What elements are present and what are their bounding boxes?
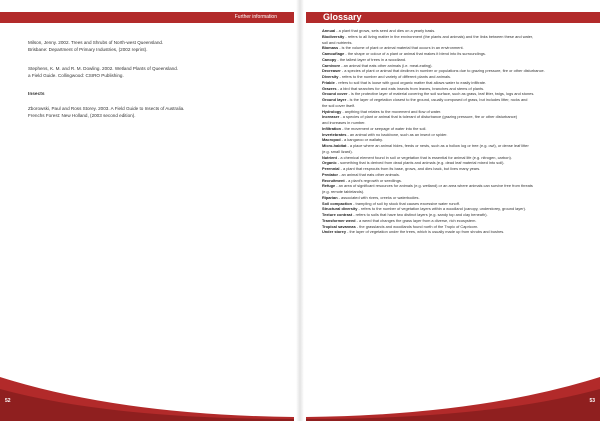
glossary-definition: the soil cover itself. xyxy=(322,102,356,108)
glossary-definition: - the grasslands and woodlands found north of the Tropic of Capricorn. xyxy=(355,223,479,229)
glossary-definition: soil and nutrients. xyxy=(322,39,353,45)
glossary-term: Structural diversity xyxy=(322,206,358,212)
glossary-term: Invertebrates xyxy=(322,131,347,137)
left-page-number: 52 xyxy=(5,398,11,404)
reference-line: Frenchs Forest: New Holland, (2003 second edition). xyxy=(28,112,136,118)
glossary-definition: and increases in number. xyxy=(322,120,366,125)
glossary-term: Riparian xyxy=(322,194,338,200)
glossary-term: Ground layer xyxy=(322,97,347,102)
glossary-definition: - is the layer of vegetation closest to the ground, usually composed of grass, but includes litter, rocks and xyxy=(346,97,528,102)
reference-line: Zborowski, Paul and Ross Storey. 2003. A Field Guide to Insects of Australia. xyxy=(28,105,185,111)
glossary-term: Biomass xyxy=(322,45,339,51)
reference-entry xyxy=(28,106,288,119)
glossary-definition: - a species of plant or animal that declines in number or populations due to grazing pressure, fire or other disturbance. xyxy=(340,68,545,74)
glossary-definition: - is the volume of plant or animal material that occurs in an environment. xyxy=(338,45,464,51)
glossary-term: Transformer weed xyxy=(322,217,356,223)
glossary-term: Biodiversity xyxy=(322,33,345,39)
right-page-number: 53 xyxy=(589,398,595,404)
glossary-definition: - refers to soils that have two distinct layers (e.g. sandy top and clay beneath). xyxy=(352,212,488,217)
glossary-definition: - an animal that eats other animals (i.e. meat-eating). xyxy=(340,62,433,68)
glossary-term: Camouflage xyxy=(322,51,345,56)
glossary-definition: - refers to soil that is loose with good organic matter that allows water to easily infiltrate. xyxy=(334,79,487,85)
glossary-term: Annual xyxy=(322,28,336,33)
glossary-definition: - the tallest layer of trees in a woodland. xyxy=(336,56,407,62)
glossary-term: Soil compaction xyxy=(322,200,353,206)
glossary-term: Ground cover xyxy=(322,91,348,97)
glossary-term: Grazers xyxy=(322,85,337,91)
glossary-definition: - refers to all living matter in the environment (the plants and animals) and the links between these and water, xyxy=(344,33,534,39)
glossary-definition: - an animal with no backbone, such as an insect or spider. xyxy=(346,131,448,137)
glossary-term: Tropical savannas xyxy=(322,223,356,229)
left-page-content xyxy=(28,40,288,132)
glossary-definition: - a plant that resprouts from its base, grows, and dies back, but lives many years. xyxy=(339,166,481,171)
reference-entry xyxy=(28,66,288,79)
glossary-definition: - a plant's regrowth or seedlings. xyxy=(344,177,402,183)
glossary-term: Macropod xyxy=(322,137,341,143)
glossary-definition: - a kangaroo or wallaby. xyxy=(340,137,383,143)
glossary-definition: - a place where an animal hides, feeds or nests, such as a hollow log or tree (e.g. owl), or dense leaf litter xyxy=(346,143,529,148)
glossary-term: Diversity xyxy=(322,74,339,79)
right-footer-swoosh xyxy=(306,357,600,421)
glossary-term: Hydrology xyxy=(322,108,342,114)
glossary-term: Micro-habitat xyxy=(322,143,347,148)
left-footer-swoosh xyxy=(0,357,294,421)
glossary-definition: - a weed that changes the grass layer from a diverse, rich ecosystem. xyxy=(355,217,477,223)
glossary-definition: - anything that relates to the movement and flow of water. xyxy=(341,108,442,114)
right-header-band xyxy=(306,12,600,23)
reference-line: Brisbane: Department of Primary Industries, (2002 reprint). xyxy=(28,46,148,52)
left-header-title: Further information xyxy=(234,14,277,20)
glossary-definition: - is the protective layer of material covering the soil surface, such as grass, leaf litter, twigs, logs and stones. xyxy=(347,91,535,97)
glossary-term: Recruitment xyxy=(322,177,345,183)
glossary-term: Refuge xyxy=(322,183,336,189)
glossary-term: Increaser xyxy=(322,114,340,120)
glossary-entry xyxy=(322,229,588,235)
glossary-definition: - a chemical element found in soil or vegetation that is essential for animal life (e.g. nitrogen, carbon). xyxy=(336,154,512,160)
glossary-definition: - refers to the number of vegetation layers within a woodland (canopy, understorey, ground layer). xyxy=(357,206,527,212)
glossary-definition: - the movement or seepage of water into the soil. xyxy=(341,125,427,131)
glossary-definition: - a species of plant or animal that is tolerant of disturbance (grazing pressure, fire or other disturbance) xyxy=(339,114,518,120)
glossary-term: Nutrient xyxy=(322,154,337,160)
glossary-term: Perennial xyxy=(322,166,340,171)
reference-line: Milson, Jenny. 2002. Trees and Shrubs of North-west Queensland. xyxy=(28,40,164,45)
glossary-definition: - a plant that grows, sets seed and dies on a yearly basis. xyxy=(335,28,436,33)
glossary-definition: - associated with rivers, creeks or waterbodies. xyxy=(337,194,420,200)
glossary-term: Infiltration xyxy=(322,125,342,131)
glossary-term: Under storey xyxy=(322,229,346,235)
glossary-definition: - an animal that eats other animals. xyxy=(338,171,400,177)
glossary-definition: (e.g. small lizard). xyxy=(322,148,353,154)
glossary-definition: (e.g. remote tablelands). xyxy=(322,189,365,194)
glossary-list xyxy=(322,28,588,235)
glossary-title: Glossary xyxy=(323,12,362,22)
glossary-term: Organic xyxy=(322,160,337,166)
glossary-definition: - something that is derived from dead plants and animals (e.g. dead leaf material mixed into soil). xyxy=(336,160,505,166)
reference-entry xyxy=(28,40,288,53)
page-gutter xyxy=(296,0,304,421)
reference-line: a Field Guide. Collingwood: CSIRO Publishing. xyxy=(28,72,124,78)
left-header-band xyxy=(0,12,294,23)
glossary-term: Canopy xyxy=(322,56,337,62)
glossary-term: Carnivore xyxy=(322,62,341,68)
glossary-definition: - the shape or colour of a plant or animal that makes it blend into its surroundings. xyxy=(344,51,486,56)
reference-line: Stephens, K. M. and R. M. Dowling. 2002. Wetland Plants of Queensland. xyxy=(28,66,179,72)
glossary-definition: - the layer of vegetation under the trees, which is usually made up from shrubs and bushes. xyxy=(346,229,505,235)
glossary-definition: - an area of significant resources for animals (e.g. wetland) or an area where animals can survive free from threats xyxy=(335,183,533,189)
glossary-definition: - refers to the number and variety of different plants and animals. xyxy=(338,74,452,79)
glossary-term: Decreaser xyxy=(322,68,341,74)
glossary-term: Texture contrast xyxy=(322,212,353,217)
glossary-definition: - trampling of soil by stock that causes excessive water runoff. xyxy=(352,200,460,206)
glossary-definition: - a bird that searches for and eats insects from leaves, branches and stems of plants. xyxy=(336,85,485,91)
insects-heading: Insects xyxy=(28,92,45,98)
glossary-term: Predator xyxy=(322,171,338,177)
glossary-term: Friable xyxy=(322,79,335,85)
